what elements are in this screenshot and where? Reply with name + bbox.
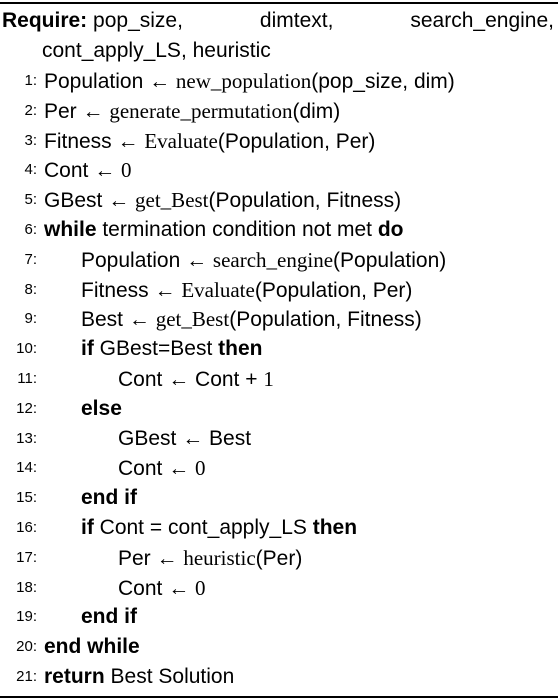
algorithm-line xyxy=(0,304,558,334)
line-number: 10: xyxy=(16,340,37,358)
keyword: end if xyxy=(81,486,137,510)
line-code xyxy=(81,602,137,632)
function-name: get_Best xyxy=(155,307,230,332)
algorithm-line xyxy=(0,513,558,543)
code-text: Best ← xyxy=(81,308,156,332)
algorithm-line xyxy=(0,66,558,96)
function-name: 0 xyxy=(195,575,206,600)
code-text: (Population, Fitness) xyxy=(229,308,422,332)
keyword: return xyxy=(44,665,105,688)
line-code xyxy=(44,185,401,216)
keyword: then xyxy=(218,337,263,361)
require-param: search_engine, xyxy=(410,9,554,32)
algorithm-line xyxy=(0,185,558,215)
code-text: Cont ← xyxy=(118,457,196,481)
function-name: Evaluate xyxy=(181,277,255,302)
line-code xyxy=(118,573,206,604)
keyword: do xyxy=(377,218,404,241)
code-text: Cont ← xyxy=(44,159,122,183)
algorithm-line xyxy=(0,215,558,245)
line-number: 3: xyxy=(24,131,37,149)
line-code xyxy=(118,543,302,574)
keyword: end while xyxy=(44,635,140,659)
line-code xyxy=(81,334,262,364)
algorithm-line xyxy=(0,275,558,305)
code-text: Per ← xyxy=(44,99,110,123)
code-text: Population ← xyxy=(81,248,213,272)
line-code xyxy=(81,394,122,424)
line-code xyxy=(81,483,137,513)
function-name: 1 xyxy=(263,367,274,391)
function-name: get_Best xyxy=(135,188,209,213)
line-number: 4: xyxy=(24,161,37,179)
line-number: 19: xyxy=(16,608,37,626)
keyword: then xyxy=(312,516,358,539)
line-number: 6: xyxy=(24,221,37,238)
function-name: 0 xyxy=(195,456,206,481)
keyword: end if xyxy=(81,605,137,629)
algorithm-line xyxy=(0,394,558,424)
require-param: pop_size, xyxy=(93,9,183,32)
line-code xyxy=(81,275,412,306)
line-number: 7: xyxy=(24,250,37,268)
keyword: else xyxy=(81,396,122,420)
line-code xyxy=(118,424,251,454)
code-text: termination condition not met xyxy=(96,218,378,241)
code-text: Cont ← Cont + xyxy=(118,368,264,391)
line-number: 12: xyxy=(16,399,37,417)
keyword: while xyxy=(44,218,97,241)
require-row-2: cont_apply_LS, heuristic xyxy=(42,39,271,62)
code-text: (Per) xyxy=(255,546,303,570)
function-name: 0 xyxy=(121,158,132,183)
line-number: 8: xyxy=(24,280,37,298)
code-text: (Population, Per) xyxy=(217,129,376,153)
algorithm-line xyxy=(0,662,558,692)
line-number: 15: xyxy=(16,489,37,507)
keyword: if xyxy=(81,516,94,539)
code-text: Population ← xyxy=(44,70,176,93)
algorithm-line xyxy=(0,364,558,394)
code-text: (Population, Fitness) xyxy=(208,189,402,213)
keyword: if xyxy=(81,337,94,361)
function-name: heuristic xyxy=(183,545,256,570)
algorithm-line xyxy=(0,602,558,632)
line-code xyxy=(44,66,455,97)
algorithm-line xyxy=(0,453,558,483)
algorithm-line xyxy=(0,155,558,185)
code-text: Per ← xyxy=(118,546,184,570)
line-number: 11: xyxy=(17,370,37,387)
line-number: 20: xyxy=(16,638,37,656)
function-name: new_population xyxy=(175,69,312,93)
line-code xyxy=(44,155,132,186)
line-code xyxy=(81,513,357,543)
algorithm-line xyxy=(0,424,558,454)
line-code xyxy=(44,126,375,157)
require-param: dimtext, xyxy=(259,9,334,32)
require-first xyxy=(2,6,183,36)
code-text: (Population, Per) xyxy=(254,278,413,302)
line-number: 17: xyxy=(16,548,37,566)
line-number: 14: xyxy=(16,459,37,477)
code-text: Cont ← xyxy=(118,576,196,600)
require-block xyxy=(2,6,554,66)
code-text: (dim) xyxy=(292,99,341,123)
line-number: 18: xyxy=(16,578,37,596)
line-code xyxy=(44,96,340,127)
code-text: Fitness ← xyxy=(81,278,182,302)
line-code xyxy=(44,632,140,662)
line-code xyxy=(81,245,446,276)
require-keyword: Require: xyxy=(2,9,88,32)
line-code xyxy=(44,662,234,692)
algorithm-line xyxy=(0,632,558,662)
function-name: Evaluate xyxy=(144,128,218,153)
algorithm-line xyxy=(0,573,558,603)
line-code xyxy=(118,453,206,484)
line-code xyxy=(118,364,274,395)
line-number: 9: xyxy=(24,310,37,328)
line-code xyxy=(44,215,404,245)
code-text: Best Solution xyxy=(104,665,235,688)
function-name: search_engine xyxy=(212,247,334,272)
code-text: GBest ← Best xyxy=(118,426,252,450)
code-text: Cont = cont_apply_LS xyxy=(93,516,313,539)
code-text: (Population) xyxy=(333,248,447,272)
line-number: 21: xyxy=(16,668,37,685)
code-text: GBest ← xyxy=(44,189,136,213)
algorithm-line xyxy=(0,245,558,275)
bottom-rule xyxy=(0,696,558,698)
algorithm-line xyxy=(0,543,558,573)
require-row-1 xyxy=(2,6,554,36)
line-number: 13: xyxy=(16,429,37,447)
algorithm-line xyxy=(0,126,558,156)
algorithm-line xyxy=(0,483,558,513)
code-text: (pop_size, dim) xyxy=(311,70,455,93)
line-number: 16: xyxy=(16,519,37,536)
code-text: Fitness ← xyxy=(44,129,145,153)
code-text: GBest=Best xyxy=(93,337,219,361)
line-number: 2: xyxy=(24,101,37,119)
algorithm-line xyxy=(0,96,558,126)
algorithm-line xyxy=(0,334,558,364)
line-number: 1: xyxy=(24,72,37,89)
function-name: generate_permutation xyxy=(109,98,293,123)
line-code xyxy=(81,304,422,335)
line-number: 5: xyxy=(24,191,37,209)
top-rule xyxy=(0,2,558,4)
